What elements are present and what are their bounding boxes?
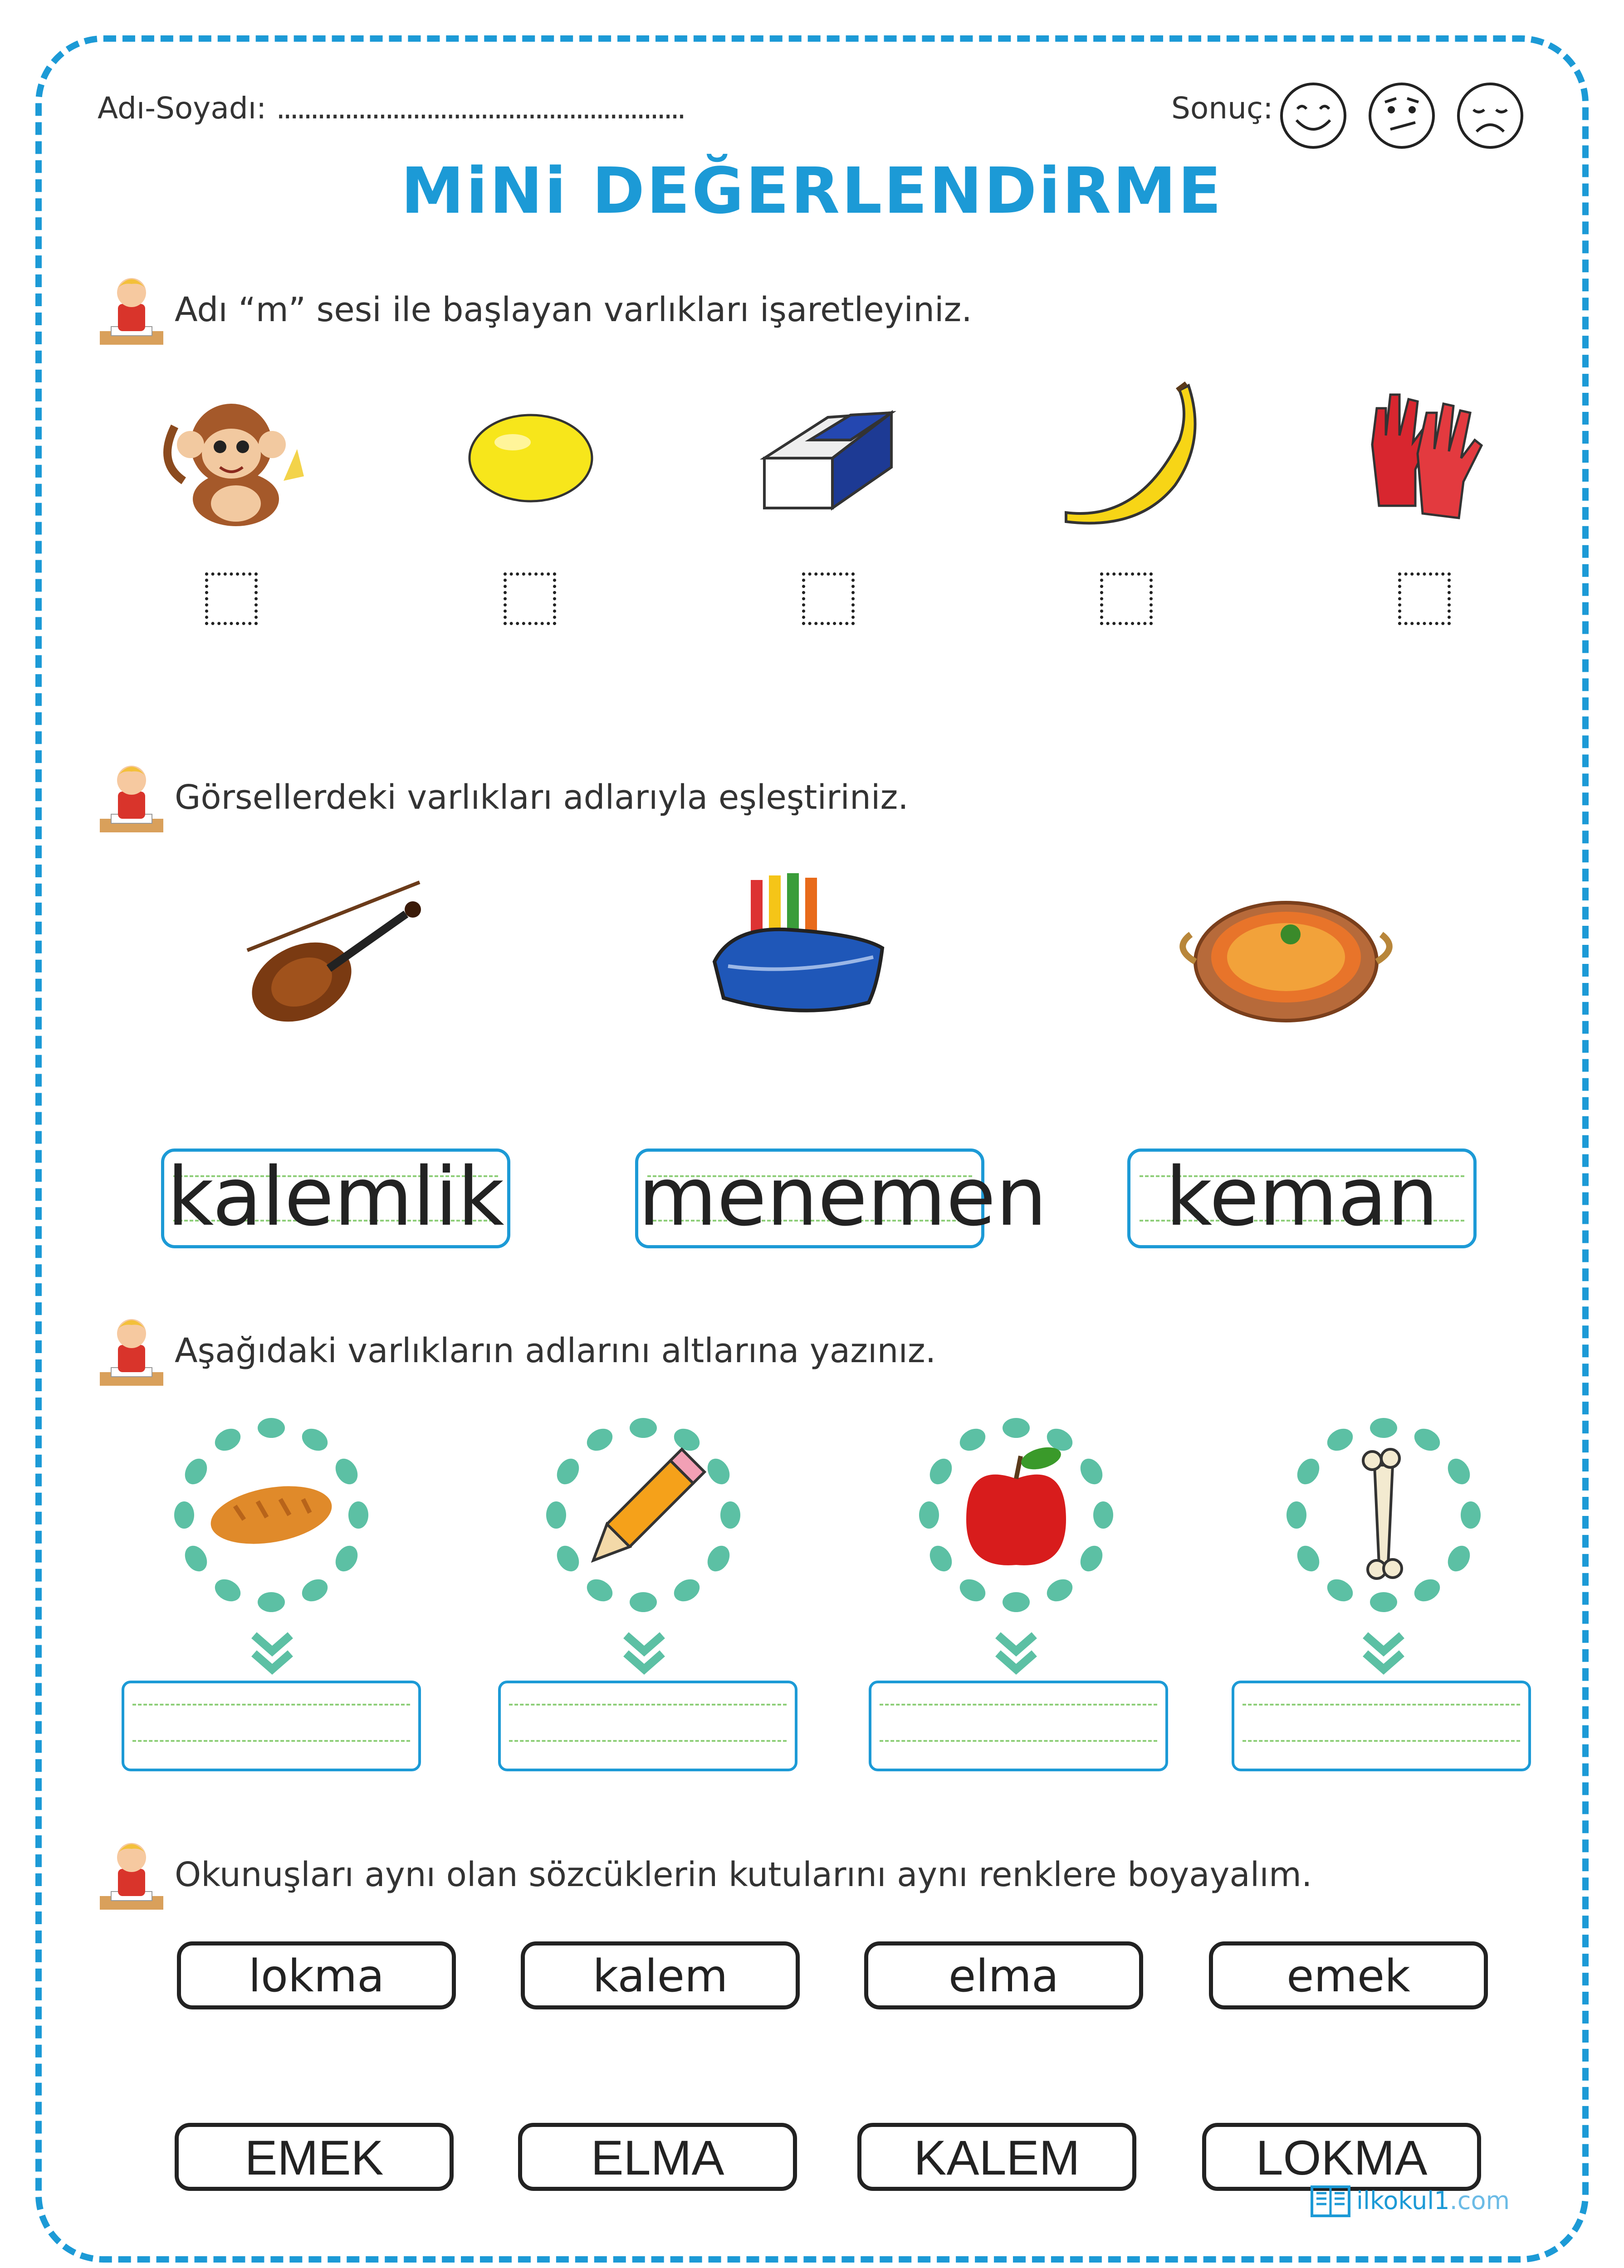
book-icon bbox=[1310, 2184, 1351, 2219]
name-field[interactable] bbox=[98, 91, 684, 126]
name-dots: ............................................................ bbox=[276, 91, 684, 126]
pencil-icon bbox=[543, 1415, 743, 1615]
chevron-down-icon bbox=[617, 1628, 671, 1674]
footer-brand-name: ilkokul1 bbox=[1356, 2186, 1450, 2215]
pencil-case-icon bbox=[710, 871, 887, 1025]
word-pill-lokma[interactable]: lokma bbox=[177, 1941, 456, 2009]
apple-icon bbox=[916, 1415, 1116, 1615]
checkbox-gloves[interactable] bbox=[1398, 572, 1451, 625]
section3-instruction: Aşağıdaki varlıkların adlarını altlarına yazınız. bbox=[175, 1331, 936, 1370]
word-menemen: menemen bbox=[638, 1150, 1047, 1244]
word-pill-emek[interactable]: emek bbox=[1209, 1941, 1488, 2009]
violin-icon bbox=[238, 878, 429, 1027]
student-icon bbox=[95, 755, 168, 837]
word-kalemlik: kalemlik bbox=[167, 1150, 504, 1244]
page-title: MiNi DEĞERLENDiRME bbox=[401, 154, 1223, 228]
result-label: Sonuç: bbox=[1171, 91, 1273, 126]
name-label: Adı-Soyadı: bbox=[98, 91, 267, 126]
word-pill-elma[interactable]: elma bbox=[864, 1941, 1143, 2009]
section4-instruction: Okunuşları aynı olan sözcüklerin kutularını aynı renklere boyayalım. bbox=[175, 1855, 1312, 1894]
eraser-icon bbox=[760, 399, 896, 517]
chevron-down-icon bbox=[1356, 1628, 1411, 1674]
word-pill-emek-upper[interactable]: EMEK bbox=[175, 2123, 454, 2191]
word-box-keman[interactable] bbox=[1127, 1149, 1477, 1248]
checkbox-lemon[interactable] bbox=[504, 572, 556, 625]
word-box-menemen[interactable] bbox=[635, 1149, 1047, 1248]
happy-face-icon[interactable] bbox=[1279, 82, 1347, 150]
checkbox-eraser[interactable] bbox=[802, 572, 855, 625]
word-pill-kalem[interactable]: kalem bbox=[521, 1941, 800, 2009]
sad-face-icon[interactable] bbox=[1456, 82, 1524, 150]
answer-field-bone[interactable] bbox=[1232, 1681, 1531, 1771]
word-pill-lokma-upper[interactable]: LOKMA bbox=[1202, 2123, 1481, 2191]
word-box-kalemlik[interactable] bbox=[161, 1149, 510, 1248]
word-keman: keman bbox=[1165, 1150, 1438, 1244]
bread-icon bbox=[171, 1415, 371, 1615]
student-icon bbox=[95, 1833, 168, 1914]
student-icon bbox=[95, 1309, 168, 1390]
answer-field-bread[interactable] bbox=[122, 1681, 421, 1771]
section2-instruction: Görsellerdeki varlıkları adlarıyla eşleştiriniz. bbox=[175, 778, 909, 817]
chevron-down-icon bbox=[989, 1628, 1043, 1674]
banana-icon bbox=[1057, 381, 1198, 535]
lemon-icon bbox=[465, 411, 597, 506]
bone-icon bbox=[1284, 1415, 1483, 1615]
footer-brand-suffix: .com bbox=[1449, 2186, 1510, 2215]
word-pill-elma-upper[interactable]: ELMA bbox=[518, 2123, 797, 2191]
section1-instruction: Adı “m” sesi ile başlayan varlıkları işaretleyiniz. bbox=[175, 290, 972, 329]
answer-field-pencil[interactable] bbox=[498, 1681, 797, 1771]
neutral-face-icon[interactable] bbox=[1368, 82, 1436, 150]
chevron-down-icon bbox=[245, 1628, 299, 1674]
answer-field-apple[interactable] bbox=[869, 1681, 1168, 1771]
footer-brand[interactable] bbox=[1356, 2186, 1510, 2215]
monkey-icon bbox=[152, 395, 320, 531]
checkbox-banana[interactable] bbox=[1100, 572, 1153, 625]
student-icon bbox=[95, 268, 168, 349]
menemen-dish-icon bbox=[1173, 894, 1399, 1025]
checkbox-monkey[interactable] bbox=[205, 572, 258, 625]
gloves-icon bbox=[1359, 390, 1499, 526]
word-pill-kalem-upper[interactable]: KALEM bbox=[857, 2123, 1136, 2191]
